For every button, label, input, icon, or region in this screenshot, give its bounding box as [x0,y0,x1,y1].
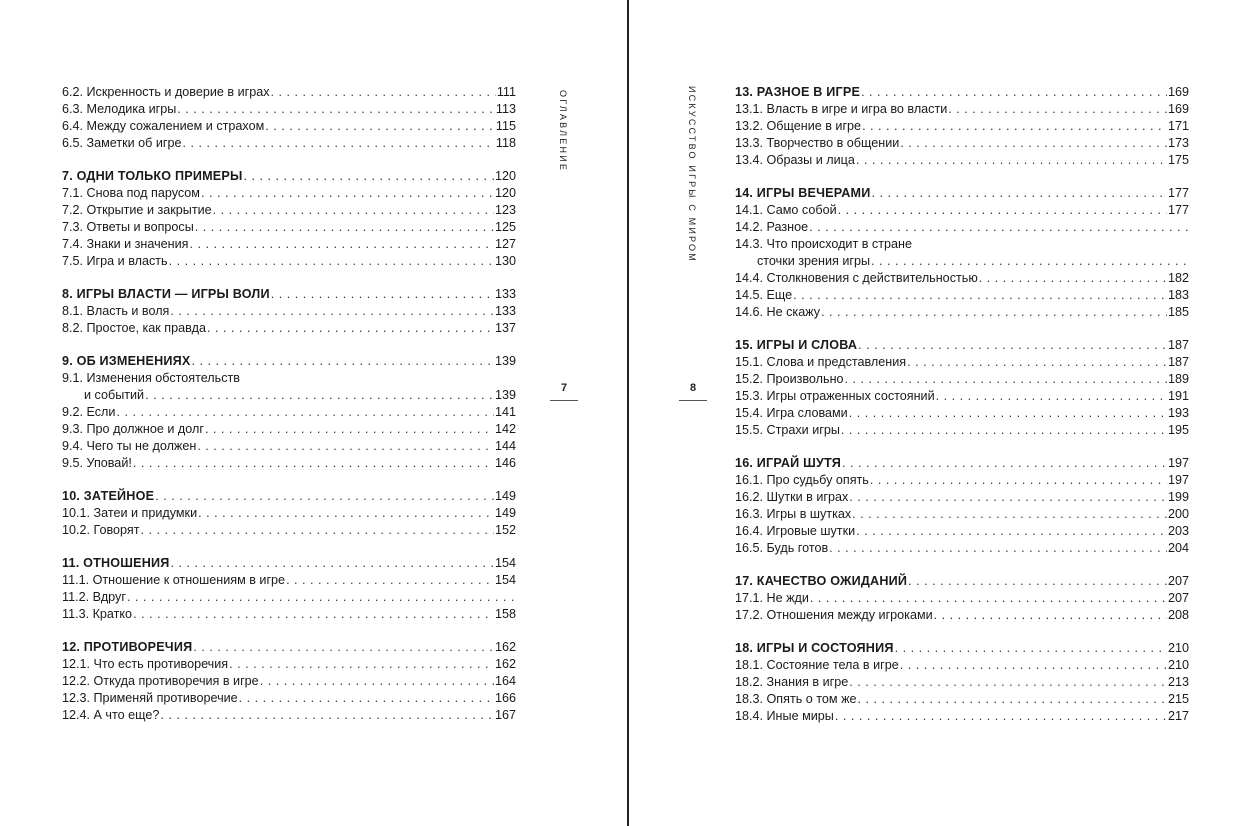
toc-dot-leader [265,118,495,135]
toc-entry-title: 9.4. Чего ты не должен [62,439,197,453]
toc-dot-leader [852,506,1167,523]
toc-section [62,353,516,472]
toc-entry-page: 215 [1167,692,1189,706]
toc-entry-page: 200 [1167,507,1189,521]
toc-entry-title: 8.2. Простое, как правда [62,321,207,335]
toc-chapter-heading [735,640,1189,657]
toc-dot-leader [133,455,494,472]
toc-entry-title: 7.2. Открытие и закрытие [62,203,212,217]
toc-entry-page: 189 [1167,372,1189,386]
toc-entry [735,607,1189,624]
toc-entry [735,422,1189,439]
toc-entry-page: 213 [1167,675,1189,689]
toc-entry [735,472,1189,489]
toc-entry-title: 12. ПРОТИВОРЕЧИЯ [62,640,193,654]
toc-entry-title: 7.1. Снова под парусом [62,186,200,200]
toc-entry-page: 139 [494,388,516,402]
toc-section [735,573,1189,624]
toc-entry-title: 11.1. Отношение к отношениям в игре [62,573,286,587]
toc-dot-leader [856,523,1167,540]
toc-entry-title: 15.4. Игра словами [735,406,848,420]
toc-entry-page: 164 [494,674,516,688]
toc-entry-title: 12.3. Применяй противоречие [62,691,238,705]
toc-entry-title: 16.3. Игры в шутках [735,507,852,521]
toc-entry [62,455,516,472]
toc-dot-leader [197,438,494,455]
toc-dot-leader [948,101,1167,118]
toc-entry [62,421,516,438]
page-number-right [679,382,707,401]
toc-dot-leader [239,690,494,707]
toc-chapter-heading [735,337,1189,354]
toc-entry-title: 6.2. Искренность и доверие в играх [62,85,270,99]
toc-entry-title: 8.1. Власть и воля [62,304,170,318]
toc-entry-title: 15.1. Слова и представления [735,355,907,369]
toc-entry-page: 158 [494,607,516,621]
toc-dot-leader [900,135,1167,152]
toc-entry-title: 14.5. Еще [735,288,793,302]
toc-entry-page: 183 [1167,288,1189,302]
toc-entry [62,84,516,101]
toc-entry-title: 7.5. Игра и власть [62,254,168,268]
toc-dot-leader [862,118,1167,135]
toc-entry-title: 14.4. Столкновения с действительностью [735,271,978,285]
toc-entry [735,219,1189,236]
toc-entry [62,253,516,270]
toc-entry [735,657,1189,674]
toc-entry-page: 177 [1167,203,1189,217]
toc-chapter-heading [735,455,1189,472]
toc-entry [62,101,516,118]
toc-entry-page: 149 [494,506,516,520]
toc-entry-title: 14.2. Разное [735,220,809,234]
toc-entry [62,236,516,253]
toc-entry-page: 125 [494,220,516,234]
toc-entry [62,572,516,589]
toc-entry-page: 199 [1167,490,1189,504]
toc-entry [62,320,516,337]
toc-dot-leader [849,674,1167,691]
toc-dot-leader [183,135,495,152]
toc-section [62,286,516,337]
toc-dot-leader [900,657,1167,674]
toc-entry [735,304,1189,321]
toc-entry-title: 9.5. Уповай! [62,456,132,470]
toc-entry [735,253,1189,270]
toc-left-page [62,84,516,740]
toc-dot-leader [849,405,1167,422]
toc-dot-leader [809,219,1188,236]
toc-dot-leader [793,287,1167,304]
toc-section [62,168,516,270]
toc-dot-leader [895,640,1167,657]
toc-dot-leader [205,421,494,438]
toc-chapter-heading [735,185,1189,202]
toc-dot-leader [260,673,494,690]
toc-entry [735,708,1189,725]
toc-entry-page: 191 [1167,389,1189,403]
toc-dot-leader [145,387,494,404]
toc-section [62,639,516,724]
toc-dot-leader [169,253,494,270]
toc-entry-page: 187 [1167,338,1189,352]
toc-entry-title: 16. ИГРАЙ ШУТЯ [735,456,842,470]
toc-entry [62,135,516,152]
toc-entry [62,707,516,724]
toc-entry-page: 152 [494,523,516,537]
toc-dot-leader [934,607,1167,624]
toc-entry-page: 115 [495,119,516,133]
toc-entry-page: 166 [494,691,516,705]
page-number-right-value: 8 [689,382,697,394]
toc-dot-leader [195,219,494,236]
toc-dot-leader [189,236,494,253]
toc-chapter-heading [735,573,1189,590]
toc-entry-page: 217 [1167,709,1189,723]
toc-entry [62,438,516,455]
toc-entry-page: 193 [1167,406,1189,420]
toc-dot-leader [229,656,494,673]
toc-dot-leader [810,590,1167,607]
toc-entry-page: 195 [1167,423,1189,437]
toc-entry-page: 207 [1167,574,1189,588]
toc-entry [735,590,1189,607]
toc-entry [62,387,516,404]
toc-entry-title: 18.3. Опять о том же [735,692,857,706]
page-number-left-value: 7 [560,382,568,394]
toc-entry-title: 18.1. Состояние тела в игре [735,658,899,672]
toc-entry-title: 9.1. Изменения обстоятельств [62,371,240,385]
toc-dot-leader [170,303,494,320]
toc-dot-leader [845,371,1167,388]
toc-entry [62,303,516,320]
toc-entry [735,152,1189,169]
toc-dot-leader [829,540,1167,557]
toc-entry [62,404,516,421]
toc-right-page [735,84,1189,741]
toc-entry-title: 18.4. Иные миры [735,709,834,723]
toc-chapter-heading [62,639,516,656]
toc-entry-title: 16.5. Будь готов [735,541,829,555]
toc-entry-page: 173 [1167,136,1189,150]
toc-section [735,640,1189,725]
toc-dot-leader [861,84,1167,101]
toc-entry-title: 14.1. Само собой [735,203,837,217]
toc-dot-leader [286,572,494,589]
toc-chapter-heading [62,353,516,370]
toc-chapter-heading [62,168,516,185]
toc-dot-leader [213,202,494,219]
toc-entry-page: 120 [494,169,516,183]
toc-entry-title: 9.2. Если [62,405,116,419]
toc-chapter-heading [735,84,1189,101]
toc-entry-title: 7.4. Знаки и значения [62,237,189,251]
toc-entry-page: 130 [494,254,516,268]
toc-entry-title: 13.4. Образы и лица [735,153,855,167]
toc-dot-leader [160,707,494,724]
toc-entry-title: 17. КАЧЕСТВО ОЖИДАНИЙ [735,574,908,588]
toc-entry-title: 12.4. А что еще? [62,708,160,722]
toc-dot-leader [856,152,1167,169]
page-number-right-rule [679,400,707,401]
toc-entry-page: 123 [494,203,516,217]
toc-entry-page: 146 [494,456,516,470]
toc-entry [735,270,1189,287]
toc-entry [735,287,1189,304]
toc-entry-title: 16.2. Шутки в играх [735,490,849,504]
toc-entry-title: 16.4. Игровые шутки [735,524,856,538]
toc-entry [62,606,516,623]
toc-entry [62,690,516,707]
toc-dot-leader [141,522,494,539]
toc-entry-page: 162 [494,640,516,654]
toc-entry-title: 10. ЗАТЕЙНОЕ [62,489,155,503]
toc-dot-leader [155,488,494,505]
toc-entry-title: 13. РАЗНОЕ В ИГРЕ [735,85,861,99]
toc-entry [735,236,1189,253]
toc-dot-leader [133,606,494,623]
toc-entry-title: 14. ИГРЫ ВЕЧЕРАМИ [735,186,871,200]
toc-entry-title: 18.2. Знания в игре [735,675,849,689]
toc-entry [735,489,1189,506]
toc-entry-page: 169 [1167,102,1189,116]
toc-entry-title: 15. ИГРЫ И СЛОВА [735,338,858,352]
toc-dot-leader [821,304,1167,321]
toc-entry-page: 139 [494,354,516,368]
toc-entry-title: 14.3. Что происходит в стране [735,237,912,251]
toc-dot-leader [191,353,494,370]
toc-entry [735,135,1189,152]
toc-entry-title: 15.3. Игры отраженных состояний [735,389,935,403]
toc-entry-page: 127 [494,237,516,251]
toc-entry [62,202,516,219]
toc-entry-title: 13.3. Творчество в общении [735,136,900,150]
running-header-right: ИСКУССТВО ИГРЫ С МИРОМ [687,86,697,263]
toc-entry-page: 197 [1167,473,1189,487]
toc-entry-page: 118 [495,136,516,150]
toc-dot-leader [936,388,1167,405]
toc-entry-page: 154 [494,573,516,587]
toc-section [735,455,1189,557]
toc-entry-page: 133 [494,287,516,301]
toc-entry [735,405,1189,422]
toc-section [62,488,516,539]
toc-entry-title: 9. ОБ ИЗМЕНЕНИЯХ [62,354,191,368]
toc-entry-page: 111 [496,85,516,99]
toc-dot-leader [870,472,1167,489]
toc-chapter-heading [62,488,516,505]
toc-entry-page: 187 [1167,355,1189,369]
toc-entry-page: 175 [1167,153,1189,167]
toc-entry-title: 9.3. Про должное и долг [62,422,204,436]
toc-entry-page: 197 [1167,456,1189,470]
toc-entry-page: 210 [1167,658,1189,672]
toc-entry-title: 7.3. Ответы и вопросы [62,220,194,234]
toc-entry-title: 15.2. Произвольно [735,372,844,386]
page-number-left-rule [550,400,578,401]
toc-entry-page: 144 [494,439,516,453]
toc-dot-leader [207,320,494,337]
toc-entry-title: 6.4. Между сожалением и страхом [62,119,265,133]
toc-entry [62,219,516,236]
toc-entry-page: 120 [494,186,516,200]
toc-dot-leader [849,489,1167,506]
toc-entry-title: 15.5. Страхи игры [735,423,840,437]
toc-entry-title: 13.2. Общение в игре [735,119,862,133]
toc-entry-page: 185 [1167,305,1189,319]
toc-entry [735,540,1189,557]
toc-entry-page: 154 [494,556,516,570]
toc-dot-leader [116,404,494,421]
toc-dot-leader [198,505,494,522]
toc-entry-page: 182 [1167,271,1189,285]
toc-entry-page: 171 [1167,119,1189,133]
toc-entry [735,202,1189,219]
toc-section [735,337,1189,439]
toc-dot-leader [244,168,494,185]
toc-entry-title: 11. ОТНОШЕНИЯ [62,556,170,570]
toc-dot-leader [872,185,1167,202]
toc-entry [62,185,516,202]
toc-dot-leader [979,270,1167,287]
toc-dot-leader [127,589,515,606]
toc-section [735,185,1189,321]
toc-entry-page: 113 [495,102,516,116]
toc-dot-leader [171,555,494,572]
book-spine [627,0,629,826]
toc-entry-title: 10.2. Говорят [62,523,140,537]
toc-entry-title: 6.3. Мелодика игры [62,102,177,116]
toc-dot-leader [842,455,1167,472]
toc-entry-title: 14.6. Не скажу [735,305,821,319]
toc-entry-title: 17.1. Не жди [735,591,809,605]
toc-dot-leader [871,253,1188,270]
toc-entry-title: 11.3. Кратко [62,607,133,621]
toc-dot-leader [858,691,1167,708]
toc-entry-page: 203 [1167,524,1189,538]
toc-entry [735,674,1189,691]
toc-dot-leader [193,639,494,656]
running-header-left: ОГЛАВЛЕНИЕ [558,90,568,173]
toc-entry-page: 207 [1167,591,1189,605]
toc-entry-title: 16.1. Про судьбу опять [735,473,869,487]
toc-entry [62,656,516,673]
toc-entry [62,118,516,135]
toc-entry [735,506,1189,523]
toc-entry-page: 208 [1167,608,1189,622]
toc-section [735,84,1189,169]
toc-entry-page: 169 [1167,85,1189,99]
toc-section [62,555,516,623]
toc-entry [735,354,1189,371]
toc-entry-title: и событий [84,388,145,402]
toc-entry-page: 167 [494,708,516,722]
toc-dot-leader [858,337,1167,354]
toc-entry-title: 13.1. Власть в игре и игра во власти [735,102,948,116]
toc-entry-title: 6.5. Заметки об игре [62,136,182,150]
toc-dot-leader [908,573,1167,590]
toc-entry-title: 18. ИГРЫ И СОСТОЯНИЯ [735,641,894,655]
toc-entry [62,673,516,690]
toc-entry-page: 210 [1167,641,1189,655]
toc-entry [62,505,516,522]
toc-entry-page: 142 [494,422,516,436]
toc-dot-leader [177,101,495,118]
toc-dot-leader [835,708,1167,725]
toc-dot-leader [271,286,494,303]
page-number-left [550,382,578,401]
toc-entry [735,691,1189,708]
toc-dot-leader [271,84,496,101]
toc-section [62,84,516,152]
toc-entry [62,522,516,539]
toc-entry-page: 177 [1167,186,1189,200]
toc-entry-page: 162 [494,657,516,671]
toc-dot-leader [201,185,494,202]
toc-entry-page: 137 [494,321,516,335]
toc-entry-title: 12.2. Откуда противоречия в игре [62,674,259,688]
toc-entry-title: 8. ИГРЫ ВЛАСТИ — ИГРЫ ВОЛИ [62,287,270,301]
toc-entry-title: сточки зрения игры [757,254,871,268]
toc-entry-page: 149 [494,489,516,503]
toc-entry [62,589,516,606]
toc-entry [735,118,1189,135]
toc-chapter-heading [62,555,516,572]
toc-entry-page: 141 [494,405,516,419]
toc-chapter-heading [62,286,516,303]
toc-entry-title: 12.1. Что есть противоречия [62,657,229,671]
toc-entry-title: 17.2. Отношения между игроками [735,608,933,622]
toc-entry [735,101,1189,118]
toc-dot-leader [838,202,1167,219]
toc-dot-leader [841,422,1167,439]
toc-entry-title: 10.1. Затеи и придумки [62,506,198,520]
toc-entry [62,370,516,387]
toc-entry-page: 204 [1167,541,1189,555]
toc-dot-leader [907,354,1167,371]
toc-entry [735,371,1189,388]
toc-entry-title: 7. ОДНИ ТОЛЬКО ПРИМЕРЫ [62,169,243,183]
toc-entry [735,388,1189,405]
toc-entry [735,523,1189,540]
toc-entry-page: 133 [494,304,516,318]
toc-entry-title: 11.2. Вдруг [62,590,126,604]
